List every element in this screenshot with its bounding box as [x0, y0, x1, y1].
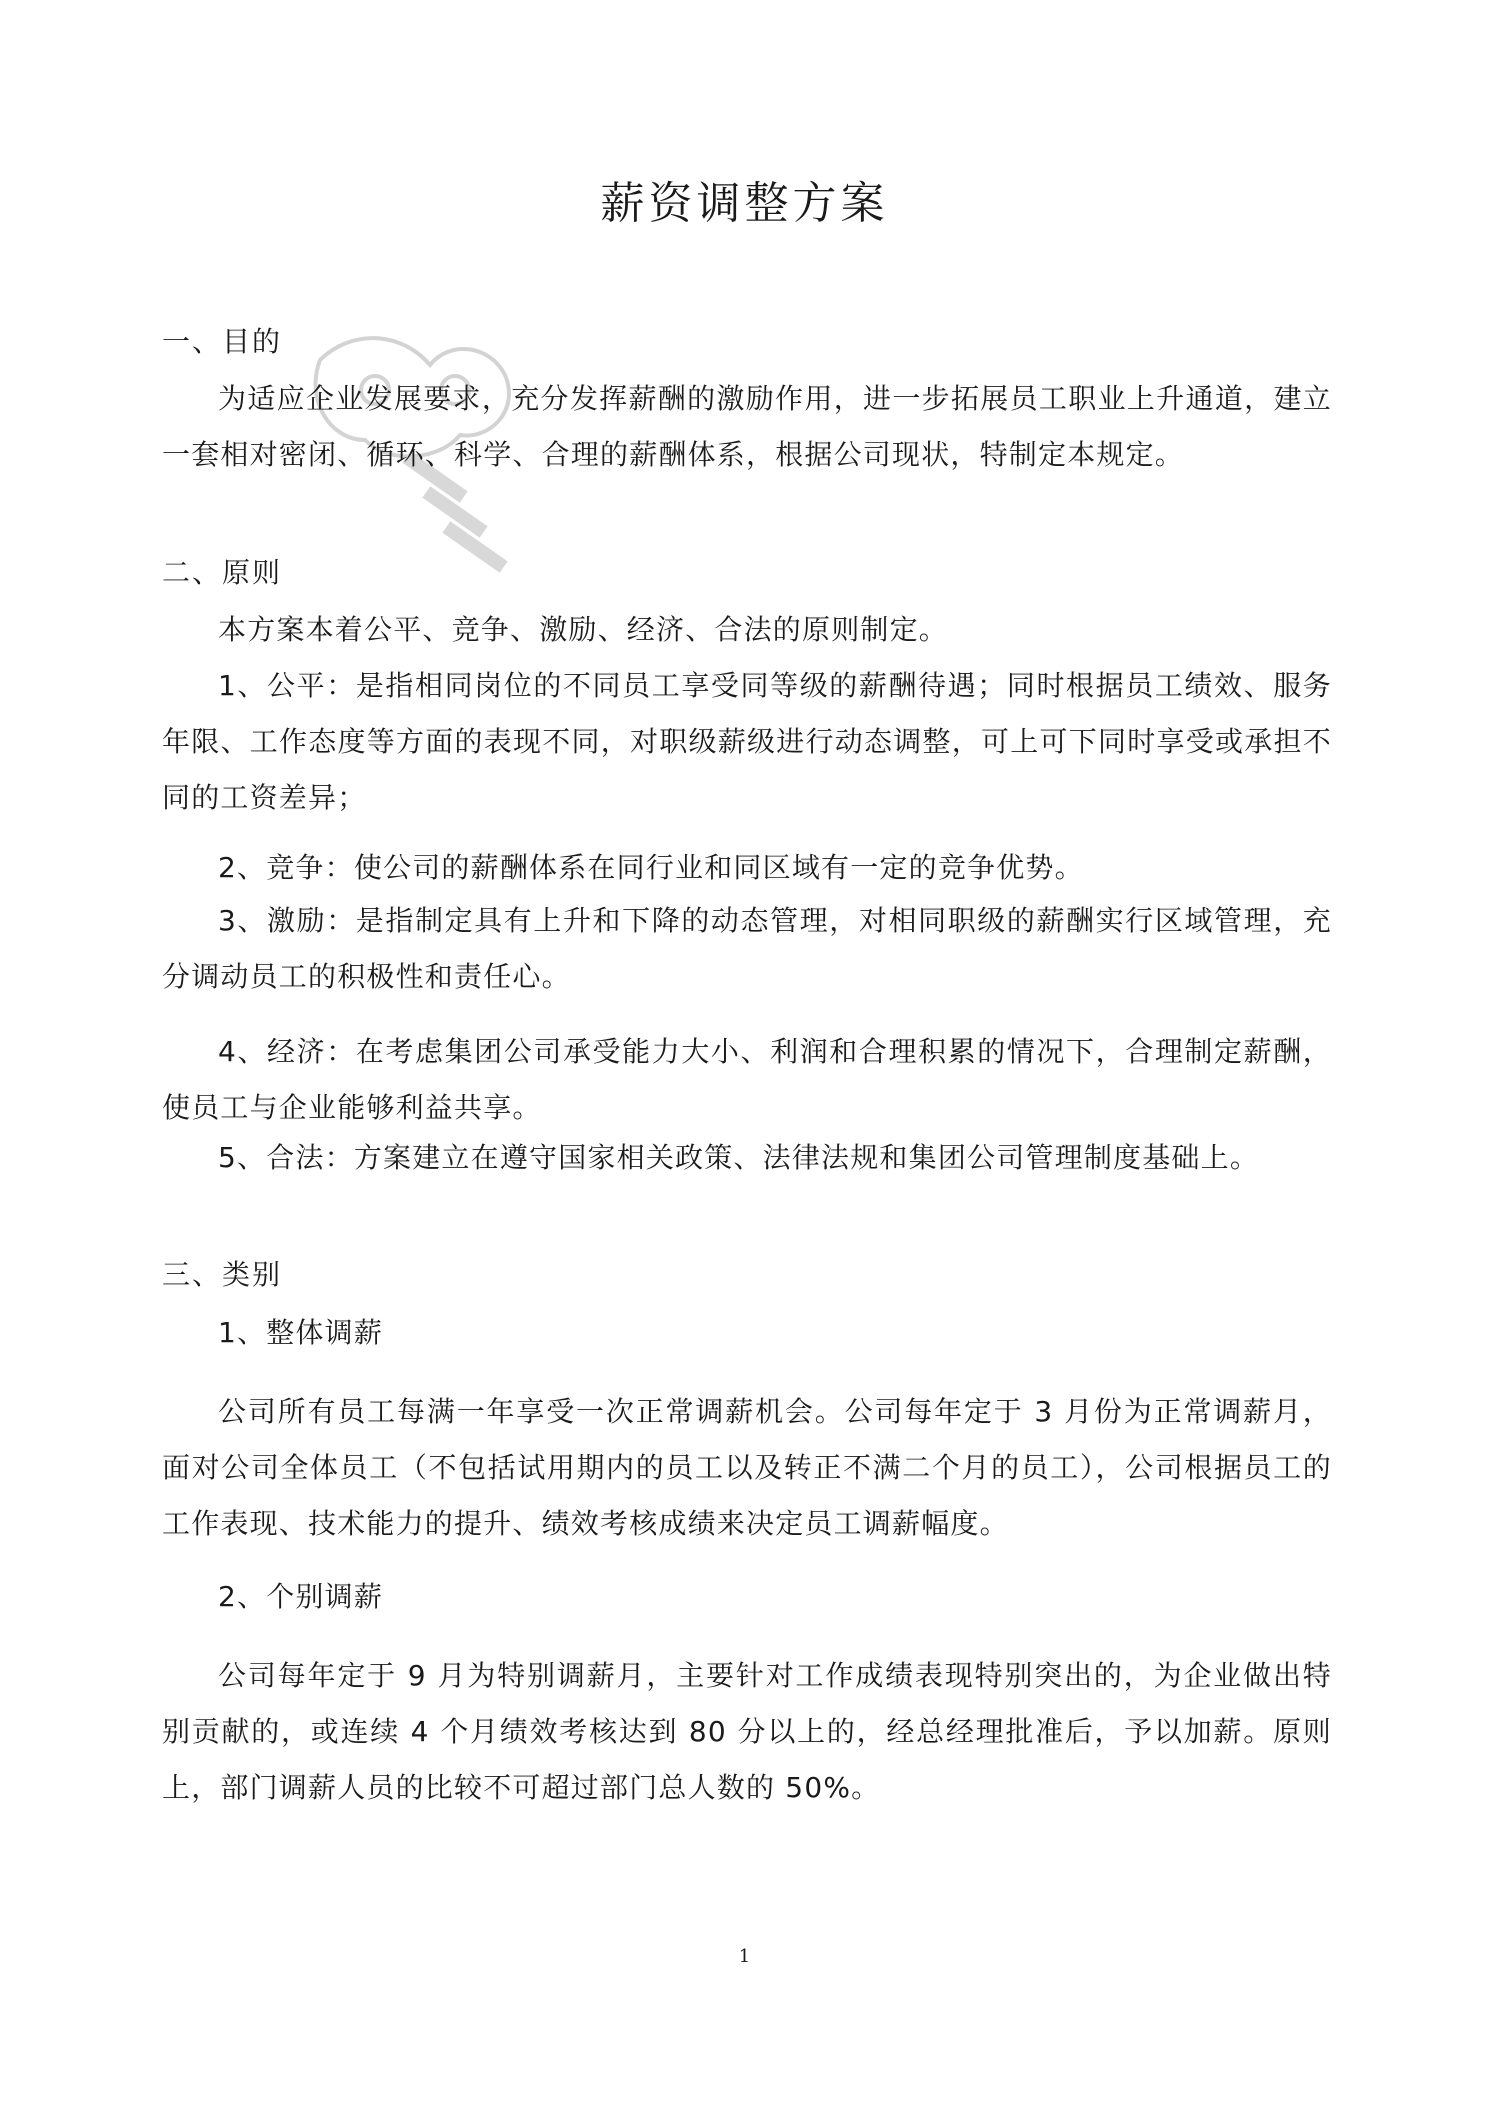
page-number: 1 [738, 1946, 751, 1967]
subheading-overall-adjustment: 1、整体调薪 [218, 1316, 384, 1349]
principle-item-competition: 2、竞争：使公司的薪酬体系在同行业和同区域有一定的竞争优势。 [218, 851, 1084, 884]
section-heading-categories: 三、类别 [162, 1258, 283, 1291]
principle-item-economy: 4、经济：在考虑集团公司承受能力大小、利润和合理积累的情况下，合理制定薪酬，使员工与企业能够利益共享。 [162, 1035, 1332, 1124]
section-heading-purpose: 一、目的 [162, 325, 283, 358]
principles-intro: 本方案本着公平、竞争、激励、经济、合法的原则制定。 [218, 613, 949, 646]
principle-item-fairness: 1、公平：是指相同岗位的不同员工享受同等级的薪酬待遇；同时根据员工绩效、服务年限、工作态度等方面的表现不同，对职级薪级进行动态调整，可上可下同时享受或承担不同的工资差异； [162, 669, 1332, 814]
purpose-paragraph: 为适应企业发展要求，充分发挥薪酬的激励作用，进一步拓展员工职业上升通道，建立一套相对密闭、循环、科学、合理的薪酬体系，根据公司现状，特制定本规定。 [162, 382, 1332, 471]
section-heading-principles: 二、原则 [162, 556, 283, 589]
overall-adjustment-paragraph: 公司所有员工每满一年享受一次正常调薪机会。公司每年定于 3 月份为正常调薪月，面对公司全体员工（不包括试用期内的员工以及转正不满二个月的员工），公司根据员工的工作表现、技术能力的提升、绩效考核成绩来决定员工调薪幅度。 [162, 1395, 1332, 1540]
principle-item-incentive: 3、激励：是指制定具有上升和下降的动态管理，对相同职级的薪酬实行区域管理，充分调动员工的积极性和责任心。 [162, 904, 1332, 993]
document-title: 薪资调整方案 [600, 178, 889, 229]
individual-adjustment-paragraph: 公司每年定于 9 月为特别调薪月，主要针对工作成绩表现特别突出的，为企业做出特别贡献的，或连续 4 个月绩效考核达到 80 分以上的，经总经理批准后，予以加薪。原则上，部门调薪人员的比较不可超过部门总人数的 50%。 [162, 1659, 1332, 1804]
subheading-individual-adjustment: 2、个别调薪 [218, 1580, 384, 1613]
principle-item-legality: 5、合法：方案建立在遵守国家相关政策、法律法规和集团公司管理制度基础上。 [218, 1141, 1260, 1174]
